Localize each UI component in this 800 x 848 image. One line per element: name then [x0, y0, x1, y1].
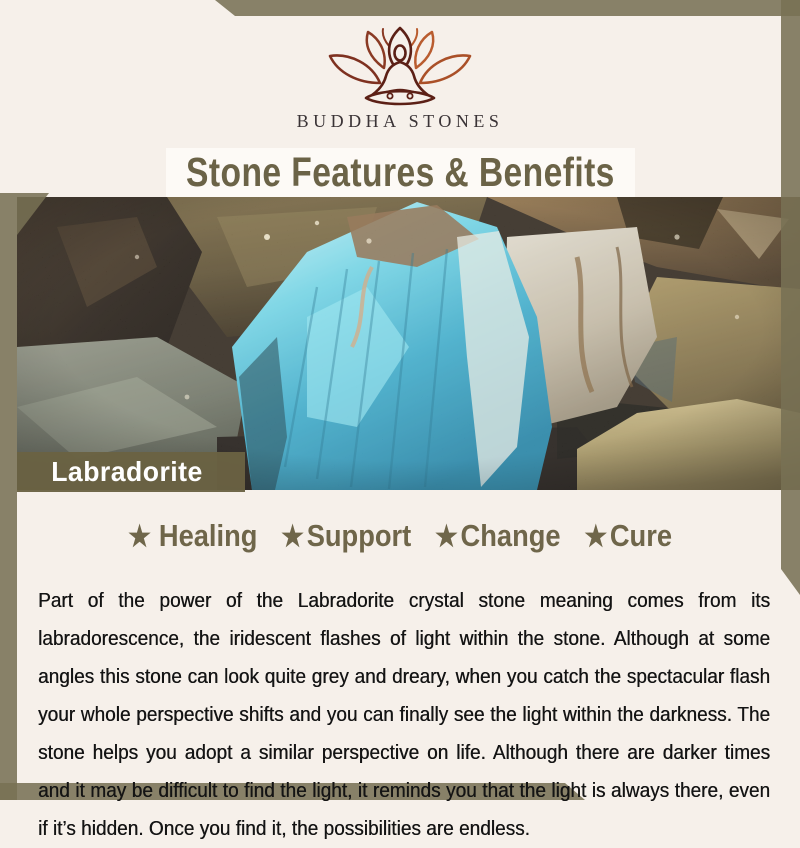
star-icon: ★: [434, 521, 458, 553]
benefit-label: Change: [460, 518, 561, 553]
frame-band-left: [0, 193, 17, 800]
benefit-label: Cure: [609, 518, 672, 553]
labradorite-photo: [17, 197, 800, 490]
brand-logo: [320, 26, 480, 114]
star-icon: ★: [128, 521, 151, 553]
section-banner: [166, 148, 635, 197]
benefit-healing: [128, 518, 257, 554]
frame-band-top: [215, 0, 800, 16]
page-title: Stone Features & Benefits: [186, 149, 615, 195]
benefit-support: [281, 518, 411, 554]
benefits-list: [128, 518, 672, 554]
benefit-label: Healing: [158, 518, 258, 553]
benefits-row: [0, 514, 800, 558]
benefit-cure: [584, 518, 672, 554]
benefit-label: Support: [306, 518, 412, 553]
stone-photo-art: [17, 197, 800, 490]
stone-name-label: Labradorite: [51, 456, 203, 487]
lotus-meditation-icon: [320, 26, 480, 114]
benefit-change: [435, 518, 561, 554]
frame-band-right: [781, 0, 800, 595]
stone-description: Part of the power of the Labradorite crystal stone meaning comes from its labradorescence, the iridescent flashes of light within the stone. Although at some angles this stone can look quite grey and dreary, when you catch the spectacular flash your whole perspective shifts and you can finally see the light within the darkness. The stone helps you adopt a similar perspective on life. Although there are darker times and it may be difficult to find the light, it reminds you that the light is always there, even if it’s hidden. Once you find it, the possibilities are endless.: [38, 588, 771, 840]
star-icon: ★: [281, 521, 304, 553]
stone-name-bar: [17, 452, 245, 492]
brand-name: BUDDHA STONES: [296, 111, 504, 131]
star-icon: ★: [584, 521, 608, 553]
